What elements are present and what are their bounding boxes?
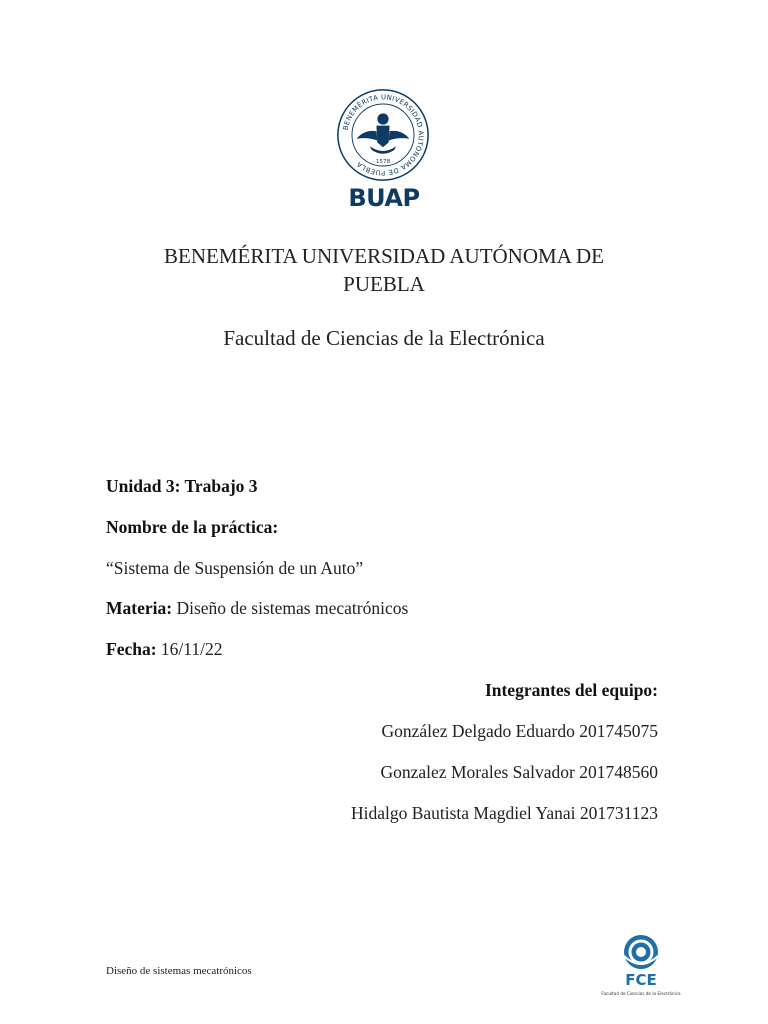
subject-value: Diseño de sistemas mecatrónicos (176, 598, 409, 618)
team-member: González Delgado Eduardo 201745075 (381, 721, 658, 741)
date-label: Fecha: (106, 639, 157, 659)
svg-text:BENEMÉRITA UNIVERSIDAD AUTÓNOM: BENEMÉRITA UNIVERSIDAD AUTÓNOMA DE PUEBLA (341, 93, 425, 177)
subject-label: Materia: (106, 598, 173, 618)
faculty-name: Facultad de Ciencias de la Electrónica (223, 326, 545, 350)
fce-logo-text: FCE (625, 971, 657, 989)
date-line (106, 639, 223, 660)
university-name-line1: BENEMÉRITA UNIVERSIDAD AUTÓNOMA DE (164, 244, 604, 268)
date-value: 16/11/22 (160, 639, 223, 659)
practice-label: Nombre de la práctica: (106, 517, 279, 537)
practice-title: “Sistema de Suspensión de un Auto” (106, 558, 364, 578)
fce-logo (601, 932, 681, 1006)
team-heading: Integrantes del equipo: (484, 680, 658, 700)
seal-year: · 1578 · (372, 159, 394, 166)
footer-subject: Diseño de sistemas mecatrónicos (106, 965, 252, 977)
practice-heading (106, 517, 278, 538)
team-member: Hidalgo Bautista Magdiel Yanai 201731123 (350, 803, 658, 823)
university-name (0, 242, 768, 298)
buap-seal-logo (336, 88, 430, 182)
university-name-line2: PUEBLA (343, 272, 425, 296)
unit-label: Unidad 3: Trabajo 3 (106, 476, 258, 496)
fce-logo-caption: Facultad de Ciencias de la Electrónica (601, 991, 681, 996)
unit-heading (106, 476, 258, 497)
buap-wordmark: BUAP (348, 184, 420, 212)
subject-line (106, 598, 408, 619)
team-member: Gonzalez Morales Salvador 201748560 (380, 762, 658, 782)
